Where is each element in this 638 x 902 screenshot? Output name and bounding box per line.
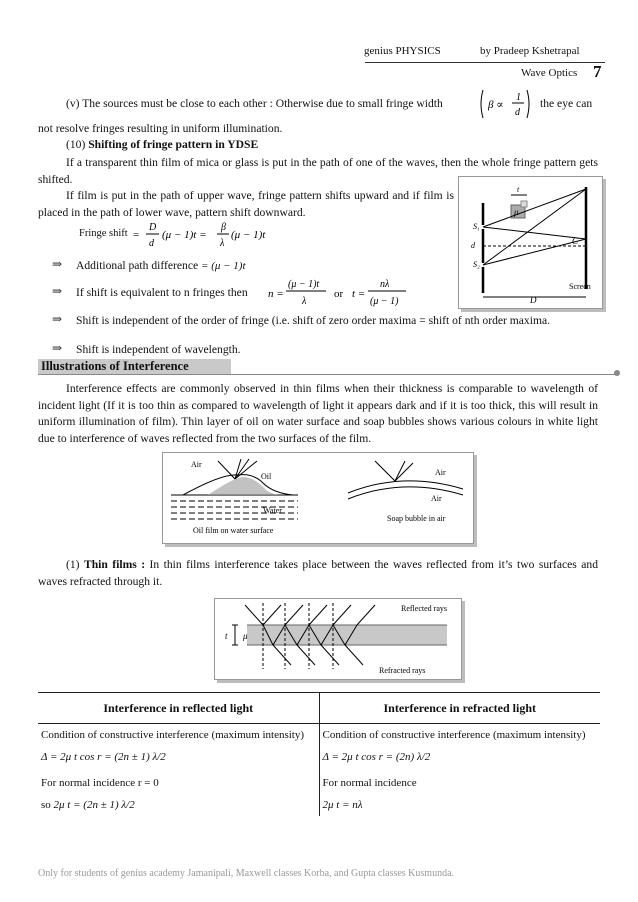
implies-icon: ⇒ [52, 284, 63, 298]
refracted-eq-1: Δ = 2μ t cos r = (2n) λ/2 [322, 751, 431, 763]
soap-caption: Soap bubble in air [387, 514, 446, 523]
fringe-shift-label: Fringe shift [79, 228, 128, 239]
header-rule [365, 62, 605, 63]
thin-film-ray-figure [214, 598, 462, 680]
ydse-figure [458, 176, 603, 309]
point-v-cont: not resolve fringes resulting in uniform illumination. [38, 122, 283, 135]
thin-mu-label: μ [243, 631, 248, 641]
ydse-D-label: D [530, 295, 537, 305]
svg-text:d: d [515, 107, 520, 118]
bullet-4: Shift is independent of wavelength. [76, 343, 241, 356]
svg-text:1: 1 [516, 92, 521, 103]
table-header-reflected: Interference in reflected light [38, 693, 319, 724]
header-author: by Pradeep Kshetrapal [480, 45, 580, 57]
section-rule [38, 374, 618, 375]
thin-films-title: Thin films : [83, 558, 146, 571]
water-label: Water [263, 506, 282, 515]
air-label-left: Air [191, 460, 202, 469]
interference-table [38, 692, 600, 816]
thin-film-examples-figure [162, 452, 474, 544]
table-cell-refracted [319, 724, 600, 817]
refracted-eq-2: 2μ t = nλ [322, 799, 363, 811]
reflected-eq-1: Δ = 2μ t cos r = (2n ± 1) λ/2 [41, 751, 166, 763]
svg-text:(μ − 1)t: (μ − 1)t [288, 279, 320, 290]
oil-label: Oil [261, 472, 272, 481]
svg-text:λ: λ [302, 296, 307, 307]
svg-text:β ∝: β ∝ [488, 99, 504, 111]
svg-text:nλ: nλ [380, 279, 390, 290]
shift-heading-title: Shifting of fringe pattern in YDSE [88, 138, 259, 151]
section-rule-dot [614, 370, 620, 376]
svg-text:D: D [149, 222, 157, 233]
table-header-refracted: Interference in refracted light [319, 693, 600, 724]
header-brand: genius PHYSICS [364, 45, 441, 57]
thin-t-label: t [225, 631, 228, 641]
ydse-mu-label: μ [514, 207, 519, 217]
point-v-end: the eye can [540, 97, 593, 110]
svg-text:(μ − 1): (μ − 1) [370, 296, 399, 307]
bullet-3: Shift is independent of the order of fringe (i.e. shift of zero order maxima = shift of nth order maxima. [76, 314, 551, 327]
svg-text:t =: t = [352, 288, 366, 300]
reflected-normal: For normal incidence r = 0 [41, 777, 159, 789]
ydse-c-label: C [572, 236, 579, 246]
air-label-bottom: Air [431, 494, 442, 503]
refracted-rays-label: Refracted rays [379, 666, 426, 675]
point-v-text: (v) The sources must be close to each other : Otherwise due to small fringe width [66, 97, 443, 110]
reflected-eq-2: 2μ t = (2n ± 1) λ/2 [53, 799, 135, 811]
bullet-1-label: Additional path difference [76, 259, 199, 272]
point-v-formula [478, 88, 533, 118]
refracted-normal: For normal incidence [322, 777, 417, 789]
bullet-2-label: If shift is equivalent to n fringes then [76, 286, 248, 299]
page-number: 7 [593, 62, 602, 81]
ydse-s2-label: S₂ [473, 260, 480, 269]
interference-paragraph: Interference effects are commonly observed in thin films when their thickness is comparable to wavelength of incident light (If it is too thin as compared to wavelength of light it appears dark and if it is too thick, this will result in uniform illumination of film). Thin layer of oil on water surface and soap bubbles shows various colours in white light due to interference of waves reflected from the two surfaces of the film. [38, 382, 598, 445]
ydse-screen-label: Screen [569, 282, 591, 291]
bullet-1-formula: = (μ − 1)t [201, 260, 246, 272]
svg-text:d: d [149, 238, 154, 249]
reflected-so: so [41, 799, 51, 811]
svg-text:(μ − 1)t: (μ − 1)t [231, 229, 266, 241]
chapter-title: Wave Optics [521, 67, 578, 79]
shift-heading [66, 138, 258, 151]
reflected-condition: Condition of constructive interference (maximum intensity) [41, 729, 305, 741]
footer-note: Only for students of genius academy Jamanipali, Maxwell classes Korba, and Gupta classes Kusmunda. [38, 868, 455, 879]
reflected-rays-label: Reflected rays [401, 604, 447, 613]
refracted-condition: Condition of constructive interference (maximum intensity) [322, 729, 586, 741]
reflected-so-row [41, 798, 316, 812]
svg-text:or: or [334, 288, 344, 300]
section-title: Illustrations of Interference [38, 359, 231, 374]
ydse-t-label: t [517, 185, 520, 194]
shift-heading-num: (10) [66, 138, 86, 151]
shift-paragraph-1: If a transparent thin film of mica or glass is put in the path of one of the waves, then the whole fringe pattern gets shifted. [38, 156, 598, 186]
svg-text:λ: λ [220, 238, 225, 249]
svg-text:(μ − 1)t =: (μ − 1)t = [162, 229, 207, 241]
implies-icon: ⇒ [52, 257, 63, 271]
fringe-shift-formula [131, 218, 271, 256]
ydse-d-label: d [471, 241, 475, 250]
oil-caption: Oil film on water surface [193, 526, 274, 535]
implies-icon: ⇒ [52, 341, 63, 355]
svg-text:n =: n = [268, 288, 284, 300]
shift-paragraph-2: If film is put in the path of upper wave, fringe pattern shifts upward and if film is placed in the path of lower wave, pattern shift downward. [38, 189, 454, 219]
thin-films-text: In thin films interference takes place between the waves reflected from it’s two surfaces and waves refracted through it. [38, 558, 599, 588]
bullet-2-formula [268, 276, 418, 314]
ydse-s1-label: S₁ [473, 222, 480, 231]
table-cell-reflected [38, 724, 319, 817]
thin-films-num: (1) [66, 558, 80, 571]
svg-text:=: = [133, 229, 140, 241]
thin-films-paragraph [38, 557, 598, 590]
bullet-path-difference [76, 258, 246, 274]
air-label-top: Air [435, 468, 446, 477]
svg-text:β: β [221, 222, 226, 233]
implies-icon: ⇒ [52, 312, 63, 326]
